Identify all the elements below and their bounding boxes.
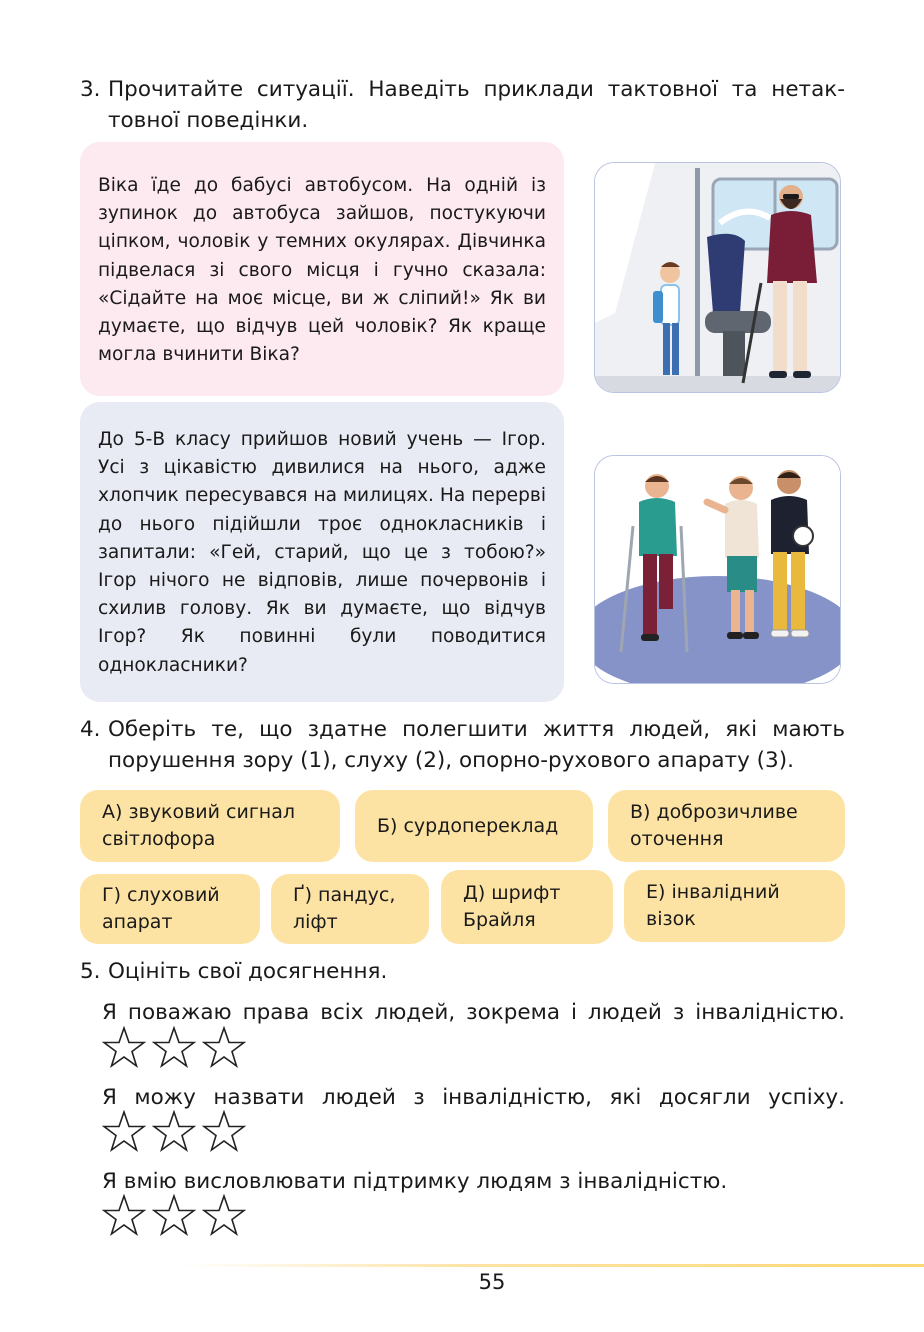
star-outline-icon[interactable] [202,1026,246,1070]
option-d-label: Д) шрифт Брайля [463,882,561,931]
star-outline-icon[interactable] [102,1110,146,1154]
rating-statement-3 [102,1167,845,1197]
situation-1-box [80,142,564,396]
star-outline-icon[interactable] [202,1194,246,1238]
star-outline-icon[interactable] [152,1110,196,1154]
rating-statement-1-text: Я поважаю права всіх людей, зокрема і людей з інвалідністю. [102,1000,845,1025]
option-e-label: Е) інвалідний візок [646,881,780,930]
situation-2-text: До 5-В класу прийшов новий учень — Ігор. Усі з цікавістю дивилися на нього, адже хлопчик пересувався на милицях. На перерві до нього підійшли троє однокласників і запитали: «Гей, старий, що це з тобою?» Ігор нічого не відповів, лише почервонів і схилив голову. Як ви думаєте, що відчув Ігор? Як повинні були поводитися однокласники? [98,429,546,676]
option-v [608,790,845,862]
option-e [624,870,845,942]
crutches-scene-illustration [594,455,841,684]
bus-scene-illustration [594,162,841,393]
rating-stars-2 [102,1110,246,1154]
rating-statement-1 [102,998,845,1028]
task-4-heading [80,714,845,776]
option-a [80,790,340,862]
option-h-label: Г) слуховий апарат [102,884,220,933]
option-a-label: А) звуковий сигнал світлофора [102,801,296,850]
situation-2-box [80,402,564,702]
rating-stars-1 [102,1026,246,1070]
star-outline-icon[interactable] [202,1110,246,1154]
star-outline-icon[interactable] [102,1194,146,1238]
task-5-number: 5. [80,959,101,984]
option-h [80,874,260,944]
option-b-label: Б) сурдопереклад [377,814,559,837]
rating-statement-2 [102,1083,845,1113]
page-number: 55 [478,1270,506,1294]
task-5-heading [80,956,845,987]
task-3-number: 3. [80,77,101,102]
task-4-number: 4. [80,717,101,742]
rating-statement-2-text: Я можу назвати людей з інвалідністю, які досягли успіху. [102,1085,845,1110]
task-3-text: Прочитайте ситуації. Наведіть приклади тактовної та нетак- товної поведінки. [108,77,845,133]
option-v-label: В) доброзичливе оточення [630,801,798,850]
option-d [441,870,613,944]
option-g [271,874,429,944]
footer-divider [180,1264,924,1267]
option-b [355,790,593,862]
rating-stars-3 [102,1194,246,1238]
situation-1-text: Віка їде до бабусі автобусом. На одній із зупинок до автобуса зайшов, постукуючи ціпком, чоловік у темних окулярах. Дівчинка підвелася зі свого місця і гучно сказала: «Сідайте на моє місце, ви ж сліпий!» Як ви думаєте, що відчув цей чоловік? Як краще могла вчинити Віка? [98,175,546,366]
star-outline-icon[interactable] [152,1026,196,1070]
option-g-label: Ґ) пандус, ліфт [293,884,396,933]
task-5-text: Оцініть свої досягнення. [108,959,388,984]
rating-statement-3-text: Я вмію висловлювати підтримку людям з інвалідністю. [102,1169,728,1194]
task-4-text: Оберіть те, що здатне полегшити життя людей, які мають порушення зору (1), слуху (2), опорно-рухового апарату (3). [108,717,845,773]
star-outline-icon[interactable] [102,1026,146,1070]
task-3-heading [80,74,845,136]
star-outline-icon[interactable] [152,1194,196,1238]
